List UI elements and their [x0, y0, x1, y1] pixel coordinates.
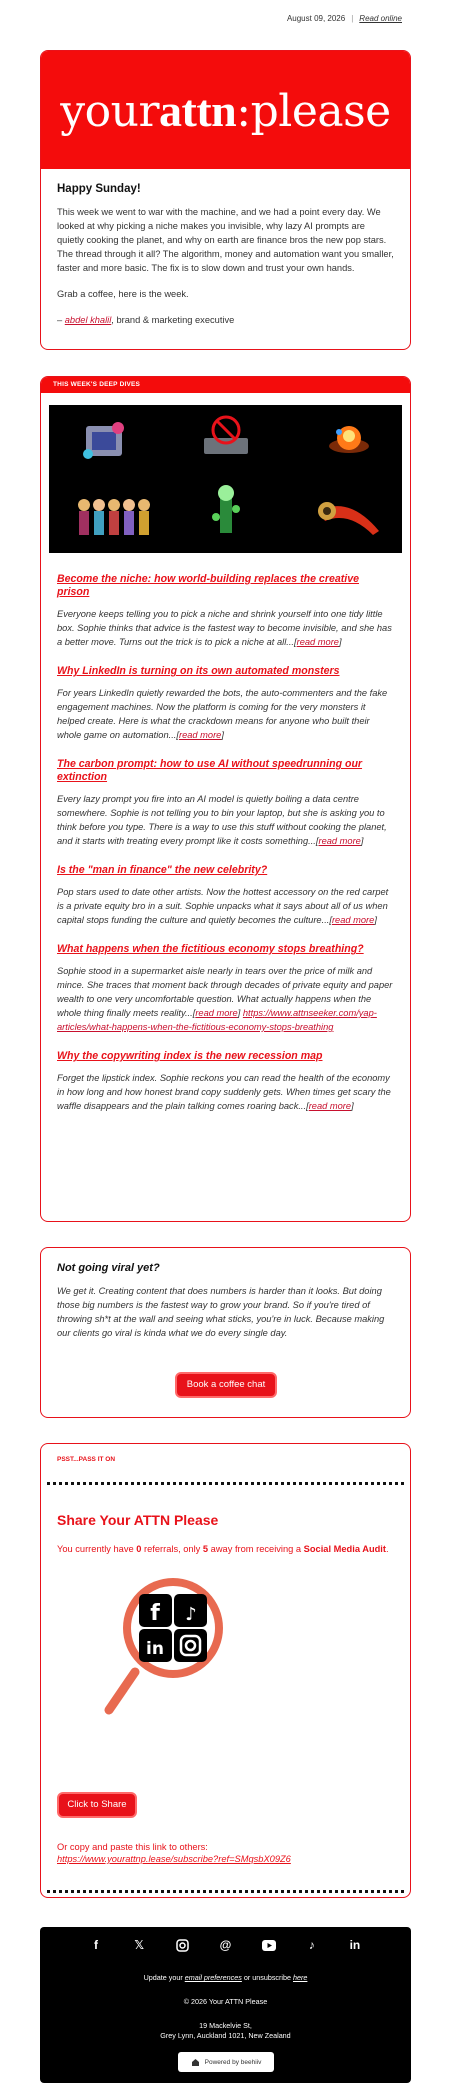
- divider: |: [351, 14, 354, 23]
- section-heading: THIS WEEK'S DEEP DIVES: [41, 377, 410, 393]
- book-coffee-chat-button[interactable]: Book a coffee chat: [175, 1372, 277, 1398]
- unsubscribe-link[interactable]: here: [293, 1973, 308, 1982]
- facebook-icon[interactable]: f: [94, 1938, 98, 1952]
- beehiiv-icon: [191, 2058, 200, 2067]
- article-summary: Every lazy prompt you fire into an AI model is quietly boiling a data centre somewhere. Sophie is not telling you to bin your laptop, but she is asking you to think before you type. There is a way to use this stuff without cooking the planet, and it starts with treating every prompt like it costs something...[read more]: [57, 794, 387, 846]
- article-item: [57, 943, 394, 1034]
- dotted-divider-bottom: [47, 1890, 404, 1893]
- instagram-icon[interactable]: [174, 1937, 190, 1953]
- brand-logo: yourattn:please: [60, 84, 391, 137]
- greeting: Happy Sunday!: [57, 183, 141, 195]
- coffee-line: Grab a coffee, here is the week.: [57, 289, 189, 299]
- read-more-link[interactable]: read more: [178, 730, 222, 740]
- read-more-link[interactable]: read more: [195, 1008, 238, 1018]
- intro-card: [40, 50, 411, 350]
- article-title[interactable]: Why the copywriting index is the new recession map: [57, 1050, 323, 1062]
- article-summary: Forget the lipstick index. Sophie reckons you can read the health of the economy in how long and how honest brand copy suddenly gets. When times get scary the waffle disappears and the plain talking comes roaring back...[read more]: [57, 1073, 391, 1111]
- preferences-line: Update your email preferences or unsubscribe here: [143, 1973, 308, 1982]
- referral-status: You currently have 0 referrals, only 5 away from receiving a Social Media Audit.: [57, 1544, 389, 1554]
- share-label: PSST...PASS IT ON: [57, 1456, 116, 1463]
- article-item: [57, 573, 394, 649]
- social-magnifier-icon: [103, 1570, 233, 1720]
- referrals-remaining: 5: [202, 1544, 209, 1554]
- powered-by-badge[interactable]: Powered by beehiiv: [178, 2052, 274, 2072]
- email-preferences-link[interactable]: email preferences: [184, 1973, 242, 1982]
- referral-link[interactable]: https://www.yourattnp.lease/subscribe?ref=SMqsbX09Z6: [57, 1854, 291, 1864]
- article-summary: Pop stars used to date other artists. Now the hottest accessory on the red carpet is a private equity bro in a suit. Sophie unpacks what it says about all of us when capital stops funding the culture and quietly becomes the culture...[read more]: [57, 887, 389, 925]
- footer: [40, 1927, 411, 2083]
- viral-title: Not going viral yet?: [57, 1262, 160, 1274]
- read-more-link[interactable]: read more: [318, 836, 361, 846]
- article-item: [57, 758, 394, 848]
- article-summary: Sophie stood in a supermarket aisle nearly in tears over the price of milk and mince. She traces that moment back through decades of private equity and paper wealth to one very uncomfortable question. What actually happens when the whole thing finally meets reality...[read more] https://www.attnseeker.com/yap-articles/what-happens-when-the-fictitious-economy-stops-breathing: [57, 966, 393, 1032]
- issue-date: August 09, 2026: [286, 14, 346, 23]
- read-more-link[interactable]: read more: [296, 637, 339, 647]
- copy-link-label: Or copy and paste this link to others:: [57, 1842, 208, 1852]
- article-title[interactable]: Why LinkedIn is turning on its own automated monsters: [57, 665, 340, 677]
- article-summary: Everyone keeps telling you to pick a niche and shrink yourself into one tidy little box. Sophie thinks that advice is the fastest way to become invisible, and she has a better move. Turns out the trick is to pick a niche at all...[read more]: [57, 609, 392, 647]
- x-icon[interactable]: 𝕏: [134, 1938, 144, 1952]
- read-more-link[interactable]: read more: [308, 1101, 352, 1111]
- header-meta: [287, 14, 402, 23]
- brand-banner: [41, 51, 410, 169]
- dotted-divider-top: [47, 1482, 404, 1485]
- read-online-link[interactable]: Read online: [359, 14, 402, 23]
- youtube-icon[interactable]: [261, 1937, 277, 1953]
- article-item: [57, 665, 394, 742]
- share-card: [40, 1443, 411, 1898]
- article-title[interactable]: What happens when the fictitious economy stops breathing?: [57, 943, 364, 955]
- svg-text:f: f: [150, 1601, 160, 1626]
- deep-dives-illustration: [49, 405, 402, 553]
- referral-count: 0: [136, 1544, 142, 1554]
- article-url-link[interactable]: https://www.attnseeker.com/yap-articles/what-happens-when-the-fictitious-economy-stops-breathing: [57, 1008, 377, 1032]
- article-item: [57, 864, 394, 927]
- article-title[interactable]: Become the niche: how world-building replaces the creative prison: [57, 573, 359, 598]
- illustration-icons: [49, 405, 404, 553]
- click-to-share-button[interactable]: Click to Share: [57, 1792, 137, 1818]
- article-list: [41, 553, 410, 1113]
- viral-card: [40, 1247, 411, 1418]
- linkedin-icon[interactable]: in: [349, 1938, 361, 1952]
- svg-text:♪: ♪: [185, 1604, 197, 1625]
- article-title[interactable]: The carbon prompt: how to use AI without speedrunning our extinction: [57, 758, 363, 783]
- address-line-1: 19 Mackelvie St,: [199, 2021, 252, 2030]
- copyright: © 2026 Your ATTN Please: [183, 1997, 268, 2006]
- author-link[interactable]: abdel khalil: [64, 315, 112, 325]
- threads-icon[interactable]: @: [219, 1938, 232, 1952]
- address-line-2: Grey Lynn, Auckland 1021, New Zealand: [160, 2031, 291, 2040]
- intro-paragraph: This week we went to war with the machine, and we had a point every day. We looked at why picking a niche makes you invisible, why lazy AI prompts are quietly cooking the planet, and why on earth are finance bros the new pop stars. The thread through it all? The algorithm, money and automation want you smaller, faster and more basic. The fix is to slow down and trust your own hands.: [57, 207, 394, 273]
- share-title: Share Your ATTN Please: [57, 1512, 219, 1528]
- deep-dives-card: [40, 376, 411, 1222]
- social-links: [40, 1937, 411, 1953]
- reward-name: Social Media Audit: [303, 1544, 386, 1554]
- article-title[interactable]: Is the "man in finance" the new celebrity?: [57, 864, 268, 876]
- article-summary: For years LinkedIn quietly rewarded the bots, the auto-commenters and the fake engagement machines. Now the platform is coming for the very monsters it helped create. Here is what the crackdown means for anyone who built their whole game on automation...[read more]: [57, 688, 388, 740]
- svg-text:in: in: [146, 1639, 164, 1659]
- read-more-link[interactable]: read more: [331, 915, 375, 925]
- signature: – abdel khalil, brand & marketing executive: [57, 315, 235, 325]
- tiktok-icon[interactable]: ♪: [308, 1938, 315, 1952]
- article-item: [57, 1050, 394, 1113]
- viral-body: We get it. Creating content that does numbers is harder than it looks. But doing those big numbers is the fastest way to grow your brand. So if you're tired of throwing sh*t at the wall and seeing what sticks, you're in luck. Because making our clients go viral is kinda what we do every single day.: [57, 1286, 385, 1338]
